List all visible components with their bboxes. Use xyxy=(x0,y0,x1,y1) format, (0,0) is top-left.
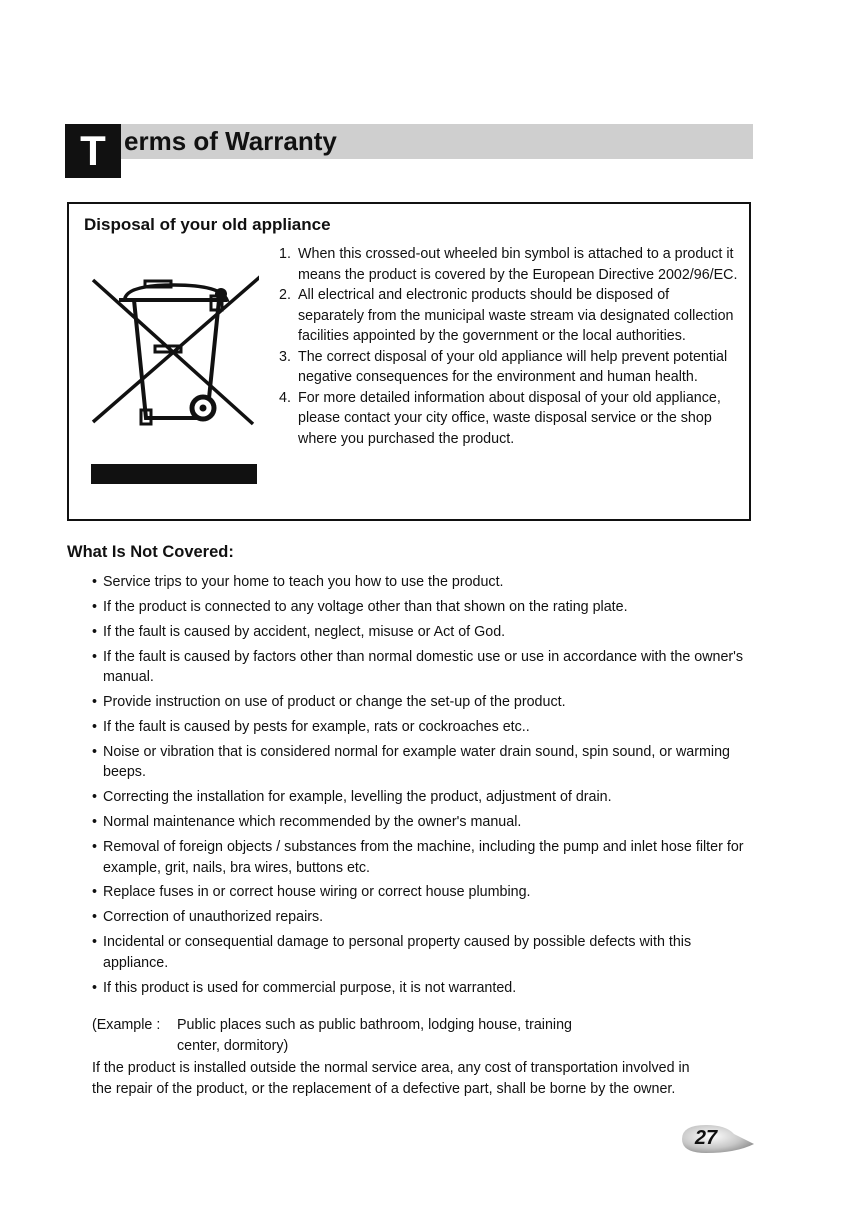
list-item: • Correcting the installation for example, levelling the product, adjustment of drain. xyxy=(92,787,752,808)
list-item: • Service trips to your home to teach you how to use the product. xyxy=(92,572,752,593)
not-covered-list xyxy=(92,572,752,1002)
list-item: • Incidental or consequential damage to personal property caused by possible defects with this appliance. xyxy=(92,932,752,973)
disposal-info-box xyxy=(67,202,751,521)
list-item: • Provide instruction on use of product or change the set-up of the product. xyxy=(92,692,752,713)
example-note xyxy=(92,1015,672,1056)
page-number: 27 xyxy=(694,1127,718,1149)
disposal-item: 1. When this crossed-out wheeled bin symbol is attached to a product it means the product is covered by the European Directive 2002/96/EC. xyxy=(279,246,738,283)
list-item: • If the fault is caused by factors other than normal domestic use or use in accordance with the owner's manual. xyxy=(92,647,752,688)
list-item: • Replace fuses in or correct house wiring or correct house plumbing. xyxy=(92,882,752,903)
disposal-black-bar xyxy=(91,464,257,484)
example-line-1: Public places such as public bathroom, lodging house, training xyxy=(177,1017,572,1033)
disposal-item: 3. The correct disposal of your old appliance will help prevent potential negative consequences for the environment and human health. xyxy=(279,348,728,385)
not-covered-title: What Is Not Covered: xyxy=(67,543,234,561)
list-item: • If the product is connected to any voltage other than that shown on the rating plate. xyxy=(92,597,752,618)
disposal-list xyxy=(279,244,739,449)
list-item: • Noise or vibration that is considered normal for example water drain sound, spin sound, or warming beeps. xyxy=(92,742,752,783)
section-initial-letter: T xyxy=(65,124,121,178)
page-title: erms of Warranty xyxy=(124,126,337,156)
disposal-item: 4. For more detailed information about disposal of your old appliance, please contact your city office, waste disposal service or the shop where you purchased the product. xyxy=(279,389,721,447)
list-item: • Correction of unauthorized repairs. xyxy=(92,907,752,928)
list-item: • If the fault is caused by pests for example, rats or cockroaches etc.. xyxy=(92,717,752,738)
disposal-item: 2. All electrical and electronic products should be disposed of separately from the municipal waste stream via designated collection facilities appointed by the government or the local authorities. xyxy=(279,287,734,344)
example-label: (Example : xyxy=(92,1017,161,1033)
list-item: • Normal maintenance which recommended by the owner's manual. xyxy=(92,812,752,833)
transport-note: If the product is installed outside the normal service area, any cost of transportation involved in the repair of the product, or the replacement of a defective part, shall be borne by the owner. xyxy=(92,1060,690,1097)
crossed-out-wheeled-bin-icon xyxy=(89,268,259,428)
list-item: • If this product is used for commercial purpose, it is not warranted. xyxy=(92,978,752,999)
example-line-2: center, dormitory) xyxy=(177,1037,289,1054)
list-item: • Removal of foreign objects / substances from the machine, including the pump and inlet hose filter for example, grit, nails, bra wires, buttons etc. xyxy=(92,837,752,878)
disposal-title: Disposal of your old appliance xyxy=(84,215,331,234)
list-item: • If the fault is caused by accident, neglect, misuse or Act of God. xyxy=(92,622,752,643)
